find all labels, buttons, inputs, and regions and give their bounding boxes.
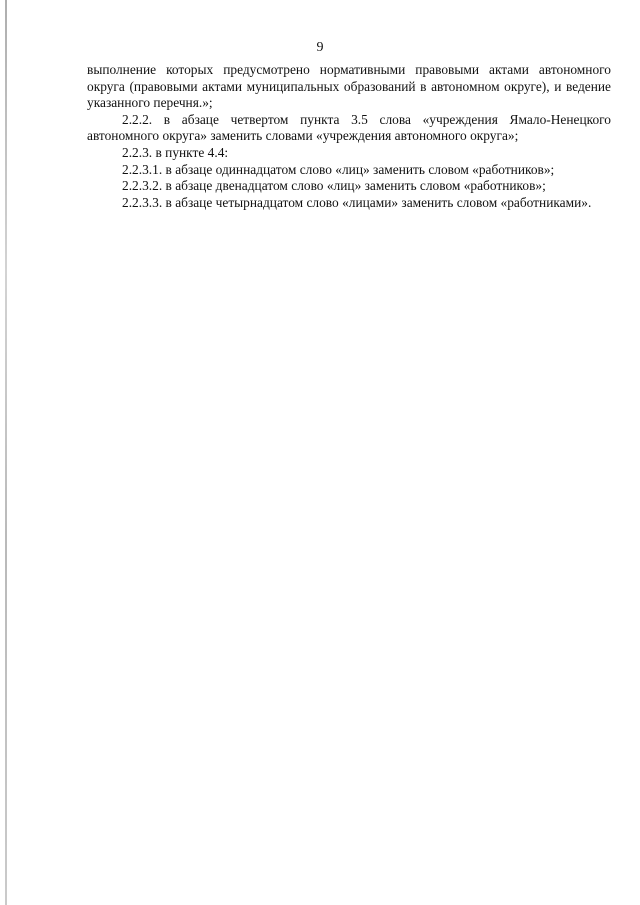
paragraph-item-2-2-2: 2.2.2. в абзаце четвертом пункта 3.5 слова «учреждения Ямало-Ненецкого автономного округа» заменить словами «учреждения автономного округа»; bbox=[87, 111, 611, 144]
scan-edge-shadow bbox=[5, 0, 7, 905]
paragraph-item-2-2-3-1: 2.2.3.1. в абзаце одиннадцатом слово «лиц» заменить словом «работников»; bbox=[122, 161, 555, 177]
page-number: 9 bbox=[316, 40, 324, 55]
paragraph-item-2-2-3-3: 2.2.3.3. в абзаце четырнадцатом слово «лицами» заменить словом «работниками». bbox=[122, 194, 592, 210]
paragraph-continuation: выполнение которых предусмотрено нормативными правовыми актами автономного округа (правовыми актами муниципальных образований в автономном округе), и ведение указанного перечня.»; bbox=[87, 62, 611, 111]
document-body bbox=[87, 62, 611, 211]
paragraph-item-2-2-3: 2.2.3. в пункте 4.4: bbox=[122, 144, 229, 160]
paragraph-item-2-2-3-2: 2.2.3.2. в абзаце двенадцатом слово «лиц» заменить словом «работников»; bbox=[122, 178, 546, 194]
